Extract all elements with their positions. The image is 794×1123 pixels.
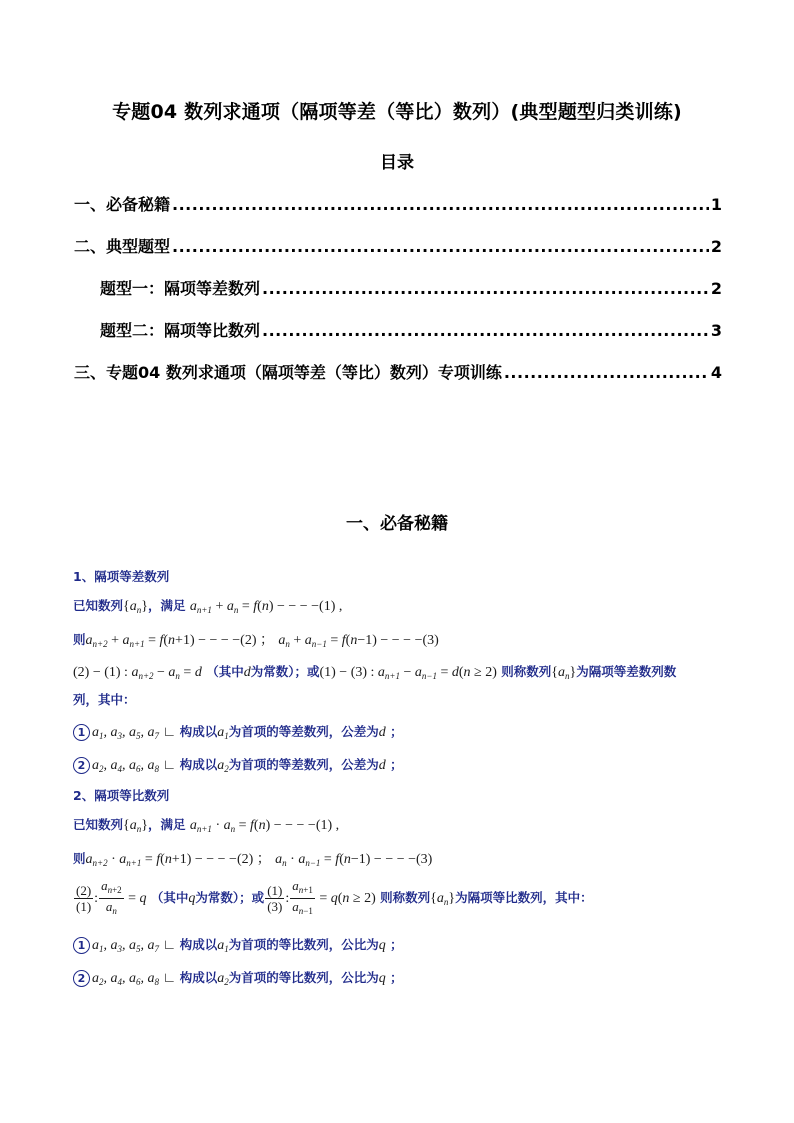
part1-line-diff: (2) − (1) : $a_{n+2} - a_n = d$ （其中d为常数）；或(1) − (3) : $a_{n+1} - a_{n-1} = d(n \ge 2)$ 则称数列$\{a_n\}$为隔项等差数列数	[73, 664, 677, 681]
part1-item-1: 1 $a_1$, $a_3$, $a_5$, $a_7$ ∟ 构成以$a_1$为首项的等差数列，公差为d ；	[73, 722, 403, 741]
part1-item-2: 2 $a_2$, $a_4$, $a_6$, $a_8$ ∟ 构成以$a_2$为首项的等差数列，公差为d ；	[73, 755, 403, 774]
toc-leader	[262, 279, 709, 298]
part1-line-cont: 列，其中：	[73, 692, 136, 707]
part1-heading: 1、隔项等差数列	[73, 569, 170, 584]
part1-line-known: 已知数列$\{a_n\}$，满足 $a_{n+1} + a_n = f(n)$ − − − −(1) ,	[73, 598, 343, 615]
toc-entry-1[interactable]	[74, 192, 722, 214]
section-title: 一、必备秘籍	[346, 514, 448, 534]
toc-leader	[504, 363, 709, 382]
part2-item-2: 2 $a_2$, $a_4$, $a_6$, $a_8$ ∟ 构成以$a_2$为首项的等比数列，公比为q ；	[73, 968, 403, 987]
toc-label: 题型一：隔项等差数列	[100, 279, 261, 298]
part2-item-1: 1 $a_1$, $a_3$, $a_5$, $a_7$ ∟ 构成以$a_1$为首项的等比数列，公比为q ；	[73, 935, 403, 954]
toc-label: 题型二：隔项等比数列	[100, 321, 261, 340]
document-title: 专题04 数列求通项（隔项等差（等比）数列）(典型题型归类训练)	[112, 101, 682, 123]
part2-line-ratio: $\frac{(2)}{(1)}$ : $\frac{a_{n+2}}{a_n}$ = q （其中q为常数）；或 $\frac{(1)}{(3)}$ : $\frac{a_{n+1}}{a_{n-1}}$ = q(n ≥ 2) 则称数列$\{a_n\}$为隔项等比数列，其中：	[76, 878, 593, 916]
toc-leader	[262, 321, 709, 340]
toc-leader	[172, 237, 709, 256]
toc-entry-2[interactable]	[74, 234, 722, 256]
toc-entry-4[interactable]	[100, 318, 722, 340]
toc-page: 3	[710, 321, 722, 340]
circled-two-icon: 2	[73, 970, 90, 987]
toc-page: 2	[710, 237, 722, 256]
toc-label: 三、专题04 数列求通项（隔项等差（等比）数列）专项训练	[74, 363, 502, 382]
circled-two-icon: 2	[73, 757, 90, 774]
toc-label: 二、典型题型	[74, 237, 171, 256]
part2-line-known: 已知数列$\{a_n\}$，满足 $a_{n+1} \cdot a_n = f(n)$ − − − −(1) ,	[73, 817, 340, 834]
toc-page: 4	[710, 363, 722, 382]
part1-line-then: 则$a_{n+2} + a_{n+1} = f(n+1)$ − − − −(2) ； $a_n + a_{n-1} = f(n-1)$ − − − −(3)	[73, 632, 439, 649]
toc-label: 一、必备秘籍	[74, 195, 171, 214]
toc-page: 2	[710, 279, 722, 298]
toc-entry-5[interactable]	[74, 360, 722, 382]
circled-one-icon: 1	[73, 724, 90, 741]
part2-line-then: 则$a_{n+2} \cdot a_{n+1} = f(n+1)$ − − − −(2) ； $a_n \cdot a_{n-1} = f(n-1)$ − − − −(3)	[73, 851, 433, 868]
toc-entry-3[interactable]	[100, 276, 722, 298]
toc-leader	[172, 195, 709, 214]
circled-one-icon: 1	[73, 937, 90, 954]
toc-heading: 目录	[380, 153, 414, 173]
toc-page: 1	[710, 195, 722, 214]
part2-heading: 2、隔项等比数列	[73, 788, 170, 803]
